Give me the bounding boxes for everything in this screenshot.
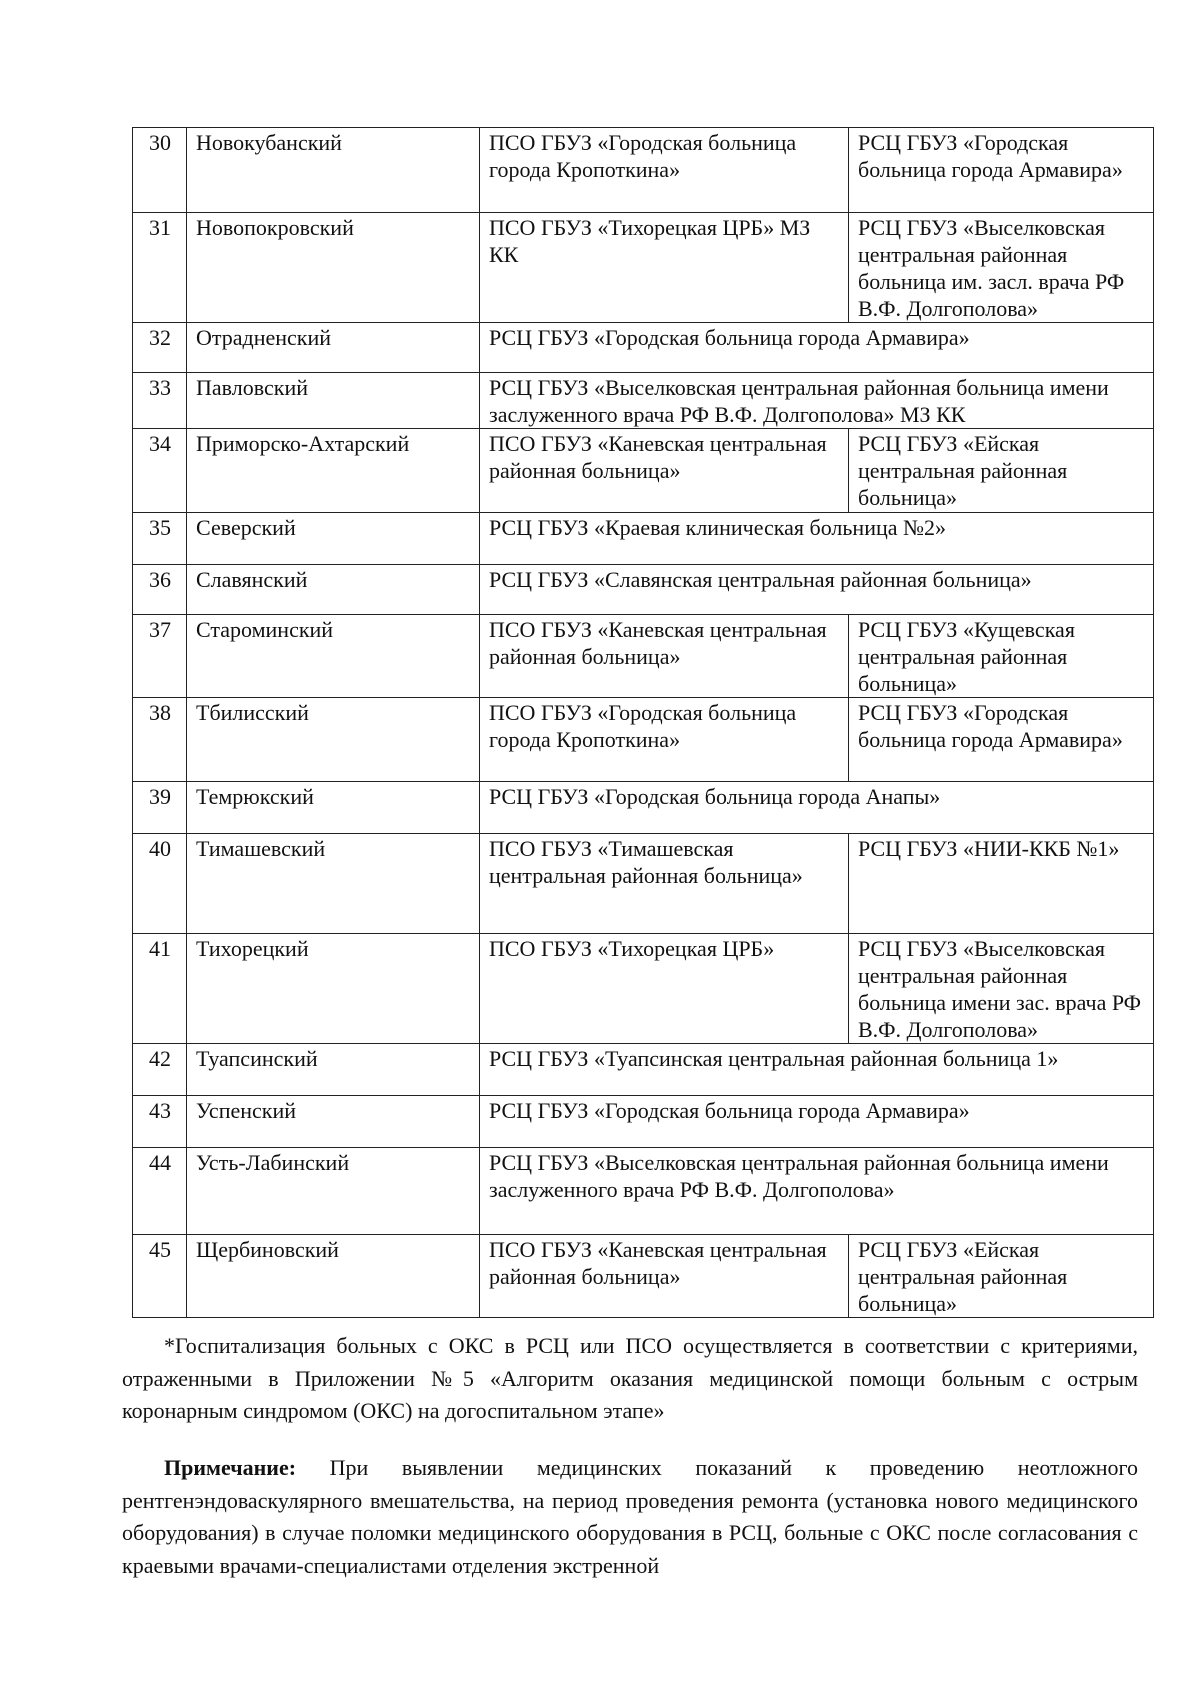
note-text <box>122 1452 1138 1582</box>
district-cell: Славянский <box>187 565 480 615</box>
table-row <box>133 1044 1154 1096</box>
table-row <box>133 934 1154 1044</box>
row-number-cell: 31 <box>133 213 187 323</box>
row-number-cell: 43 <box>133 1096 187 1148</box>
note-paragraph <box>122 1452 1138 1582</box>
row-number-cell: 35 <box>133 513 187 565</box>
table-row <box>133 429 1154 513</box>
table-row <box>133 213 1154 323</box>
routing-table <box>132 127 1154 1318</box>
table-row <box>133 615 1154 698</box>
table-row <box>133 128 1154 213</box>
row-number-cell: 40 <box>133 834 187 934</box>
district-cell: Тимашевский <box>187 834 480 934</box>
pso-cell: ПСО ГБУЗ «Каневская центральная районная больница» <box>480 429 849 513</box>
district-cell: Новокубанский <box>187 128 480 213</box>
rsc-cell: РСЦ ГБУЗ «Ейская центральная районная больница» <box>849 1235 1154 1318</box>
district-cell: Щербиновский <box>187 1235 480 1318</box>
district-cell: Тбилисский <box>187 698 480 782</box>
footnote-text: *Госпитализация больных с ОКС в РСЦ или ПСО осуществляется в соответствии с критериями, отраженными в Приложении №5 «Алгоритм оказания медицинской помощи больным с острым коронарным синдромом (ОКС) на догоспитальном этапе» <box>122 1333 1138 1423</box>
rsc-merged-cell: РСЦ ГБУЗ «Городская больница города Армавира» <box>480 1096 1154 1148</box>
pso-cell: ПСО ГБУЗ «Тихорецкая ЦРБ» <box>480 934 849 1044</box>
district-cell: Павловский <box>187 373 480 429</box>
rsc-merged-cell: РСЦ ГБУЗ «Городская больница города Анапы» <box>480 782 1154 834</box>
rsc-cell: РСЦ ГБУЗ «Выселковская центральная районная больница имени зас. врача РФ В.Ф. Долгополова» <box>849 934 1154 1044</box>
pso-cell: ПСО ГБУЗ «Каневская центральная районная больница» <box>480 1235 849 1318</box>
table-row <box>133 373 1154 429</box>
district-cell: Новопокровский <box>187 213 480 323</box>
table-row <box>133 565 1154 615</box>
row-number-cell: 45 <box>133 1235 187 1318</box>
note-body: При выявлении медицинских показаний к проведению неотложного рентгенэндоваскулярного вмешательства, на период проведения ремонта (установка нового медицинского оборудования) в случае поломки медицинского оборудования в РСЦ, больные с ОКС после согласования с краевыми врачами-специалистами отделения экстренной <box>122 1455 1138 1578</box>
pso-cell: ПСО ГБУЗ «Тихорецкая ЦРБ» МЗ КК <box>480 213 849 323</box>
routing-table-body <box>133 128 1154 1318</box>
rsc-cell: РСЦ ГБУЗ «Выселковская центральная районная больница им. засл. врача РФ В.Ф. Долгополова» <box>849 213 1154 323</box>
footnote <box>122 1330 1138 1428</box>
district-cell: Северский <box>187 513 480 565</box>
table-row <box>133 1235 1154 1318</box>
rsc-cell: РСЦ ГБУЗ «Городская больница города Армавира» <box>849 128 1154 213</box>
row-number-cell: 37 <box>133 615 187 698</box>
district-cell: Усть-Лабинский <box>187 1148 480 1235</box>
pso-cell: ПСО ГБУЗ «Городская больница города Кропоткина» <box>480 698 849 782</box>
row-number-cell: 34 <box>133 429 187 513</box>
rsc-merged-cell: РСЦ ГБУЗ «Выселковская центральная районная больница имени заслуженного врача РФ В.Ф. Долгополова» МЗ КК <box>480 373 1154 429</box>
row-number-cell: 41 <box>133 934 187 1044</box>
rsc-merged-cell: РСЦ ГБУЗ «Краевая клиническая больница №2» <box>480 513 1154 565</box>
table-row <box>133 1096 1154 1148</box>
district-cell: Отрадненский <box>187 323 480 373</box>
row-number-cell: 42 <box>133 1044 187 1096</box>
table-row <box>133 513 1154 565</box>
district-cell: Успенский <box>187 1096 480 1148</box>
rsc-merged-cell: РСЦ ГБУЗ «Славянская центральная районная больница» <box>480 565 1154 615</box>
district-cell: Приморско-Ахтарский <box>187 429 480 513</box>
table-row <box>133 698 1154 782</box>
table-row <box>133 782 1154 834</box>
row-number-cell: 39 <box>133 782 187 834</box>
row-number-cell: 32 <box>133 323 187 373</box>
district-cell: Тихорецкий <box>187 934 480 1044</box>
pso-cell: ПСО ГБУЗ «Каневская центральная районная больница» <box>480 615 849 698</box>
rsc-merged-cell: РСЦ ГБУЗ «Туапсинская центральная районная больница 1» <box>480 1044 1154 1096</box>
rsc-cell: РСЦ ГБУЗ «НИИ-ККБ №1» <box>849 834 1154 934</box>
district-cell: Староминский <box>187 615 480 698</box>
row-number-cell: 30 <box>133 128 187 213</box>
district-cell: Темрюкский <box>187 782 480 834</box>
table-row <box>133 323 1154 373</box>
table-row <box>133 1148 1154 1235</box>
rsc-merged-cell: РСЦ ГБУЗ «Городская больница города Армавира» <box>480 323 1154 373</box>
district-cell: Туапсинский <box>187 1044 480 1096</box>
table-row <box>133 834 1154 934</box>
note-label: Примечание: <box>164 1455 297 1480</box>
pso-cell: ПСО ГБУЗ «Тимашевская центральная районная больница» <box>480 834 849 934</box>
rsc-cell: РСЦ ГБУЗ «Кущевская центральная районная больница» <box>849 615 1154 698</box>
rsc-cell: РСЦ ГБУЗ «Городская больница города Армавира» <box>849 698 1154 782</box>
rsc-cell: РСЦ ГБУЗ «Ейская центральная районная больница» <box>849 429 1154 513</box>
row-number-cell: 38 <box>133 698 187 782</box>
row-number-cell: 36 <box>133 565 187 615</box>
row-number-cell: 33 <box>133 373 187 429</box>
rsc-merged-cell: РСЦ ГБУЗ «Выселковская центральная районная больница имени заслуженного врача РФ В.Ф. Долгополова» <box>480 1148 1154 1235</box>
pso-cell: ПСО ГБУЗ «Городская больница города Кропоткина» <box>480 128 849 213</box>
row-number-cell: 44 <box>133 1148 187 1235</box>
